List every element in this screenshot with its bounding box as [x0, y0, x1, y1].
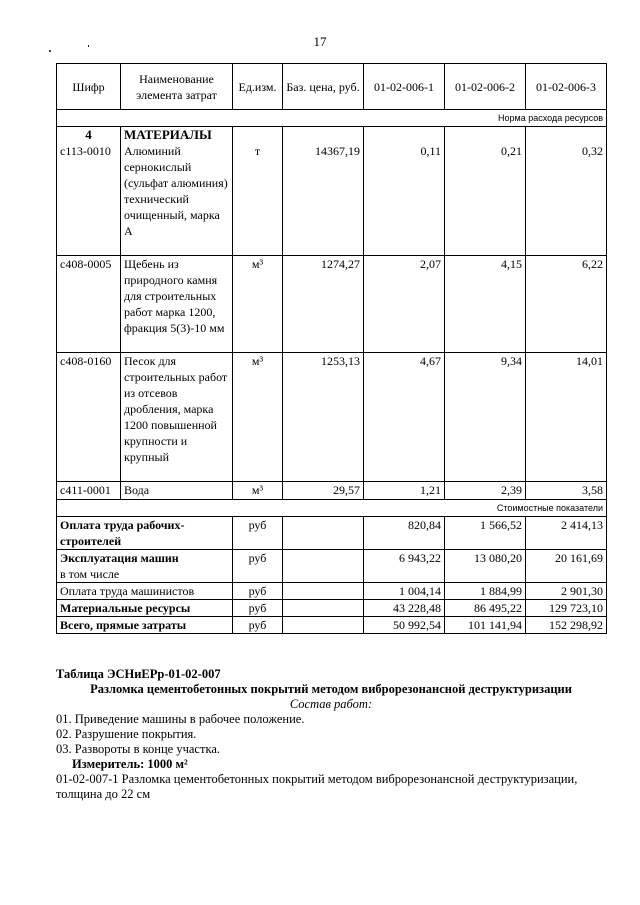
section-number: 4 [85, 127, 92, 142]
cost-row [57, 517, 607, 550]
cost-name-cell [57, 550, 233, 583]
material-name-cell [121, 127, 233, 256]
cost-label: Стоимостные показатели [57, 500, 607, 517]
material-name-cell [121, 256, 233, 353]
cost-price-empty [283, 550, 364, 583]
material-row [57, 127, 607, 256]
step-item: 01. Приведение машины в рабочее положение. [56, 712, 305, 726]
material-norm-2: 4,15 [445, 256, 526, 353]
cost-value-1: 50 992,54 [364, 617, 445, 634]
material-code: с411-0001 [60, 483, 111, 497]
material-unit: м³ [233, 256, 283, 353]
cost-name-cell [57, 517, 233, 550]
cost-value-3: 2 414,13 [526, 517, 607, 550]
material-code: с408-0005 [60, 257, 112, 271]
material-norm-1: 2,07 [364, 256, 445, 353]
material-norm-1: 1,21 [364, 482, 445, 500]
norm-label-row [57, 110, 607, 127]
material-name: Песок для строительных работ из отсевов дробления, марка 1200 повышенной крупности и крупный [124, 354, 228, 464]
cost-row [57, 600, 607, 617]
material-unit: м³ [233, 482, 283, 500]
header-col2: 01-02-006-2 [445, 64, 526, 110]
step-item: 02. Разрушение покрытия. [56, 727, 197, 741]
cost-value-2: 101 141,94 [445, 617, 526, 634]
meter-label: Измеритель: 1000 м² [72, 757, 188, 771]
cost-name-cell [57, 583, 233, 600]
composition-label: Состав работ: [289, 697, 373, 711]
material-norm-3: 3,58 [526, 482, 607, 500]
material-norm-3: 6,22 [526, 256, 607, 353]
table-title: Таблица ЭСНиЕРр-01-02-007 [56, 667, 221, 681]
cost-name: Материальные ресурсы [60, 601, 191, 615]
header-code: Шифр [57, 64, 121, 110]
material-code-cell [57, 127, 121, 256]
cost-label-row [57, 500, 607, 517]
header-row [57, 64, 607, 110]
cost-value-3: 20 161,69 [526, 550, 607, 583]
material-price: 1274,27 [283, 256, 364, 353]
material-norm-1: 0,11 [364, 127, 445, 256]
cost-value-2: 13 080,20 [445, 550, 526, 583]
cost-name-cell [57, 617, 233, 634]
cost-value-2: 1 884,99 [445, 583, 526, 600]
material-code-cell [57, 482, 121, 500]
cost-row [57, 583, 607, 600]
cost-price-empty [283, 517, 364, 550]
cost-value-2: 1 566,52 [445, 517, 526, 550]
item-description: 01-02-007-1 Разломка цементобетонных покрытий методом виброрезонансной деструктуризации, толщина до 22 см [56, 772, 578, 801]
cost-value-1: 6 943,22 [364, 550, 445, 583]
cost-name: Эксплуатация машин [60, 551, 179, 565]
resource-table-body [57, 64, 607, 634]
cost-value-1: 1 004,14 [364, 583, 445, 600]
material-name-cell [121, 482, 233, 500]
cost-unit: руб [233, 550, 283, 583]
material-price: 14367,19 [283, 127, 364, 256]
material-row [57, 353, 607, 482]
cost-value-3: 152 298,92 [526, 617, 607, 634]
header-col3: 01-02-006-3 [526, 64, 607, 110]
cost-name-cell [57, 600, 233, 617]
cost-unit: руб [233, 617, 283, 634]
section-title: МАТЕРИАЛЫ [124, 127, 212, 142]
cost-value-3: 129 723,10 [526, 600, 607, 617]
material-price: 29,57 [283, 482, 364, 500]
header-price: Баз. цена, руб. [283, 64, 364, 110]
cost-name: Оплата труда машинистов [60, 584, 195, 598]
cost-row [57, 550, 607, 583]
section-heading: Разломка цементобетонных покрытий методом виброрезонансной деструктуризации [90, 682, 572, 696]
norm-label: Норма расхода ресурсов [57, 110, 607, 127]
cost-unit: руб [233, 517, 283, 550]
cost-value-1: 820,84 [364, 517, 445, 550]
cost-value-3: 2 901,30 [526, 583, 607, 600]
cost-unit: руб [233, 600, 283, 617]
material-name: Вода [124, 483, 150, 497]
material-unit: м³ [233, 353, 283, 482]
material-code-cell [57, 353, 121, 482]
material-norm-2: 0,21 [445, 127, 526, 256]
material-code: с113-0010 [60, 144, 111, 158]
cost-price-empty [283, 583, 364, 600]
material-norm-3: 0,32 [526, 127, 607, 256]
cost-unit: руб [233, 583, 283, 600]
scan-speck [88, 45, 89, 47]
material-norm-2: 9,34 [445, 353, 526, 482]
cost-price-empty [283, 600, 364, 617]
material-code: с408-0160 [60, 354, 112, 368]
material-norm-2: 2,39 [445, 482, 526, 500]
cost-price-empty [283, 617, 364, 634]
header-name: Наименование элемента затрат [121, 64, 233, 110]
step-item: 03. Развороты в конце участка. [56, 742, 220, 756]
material-unit: т [233, 127, 283, 256]
material-name: Алюминий сернокислый (сульфат алюминия) технический очищенный, марка А [124, 144, 228, 238]
cost-name: Всего, прямые затраты [60, 618, 187, 632]
page-number: 17 [313, 34, 327, 49]
cost-value-1: 43 228,48 [364, 600, 445, 617]
material-name: Щебень из природного камня для строительных работ марка 1200, фракция 5(3)-10 мм [124, 257, 225, 335]
material-row [57, 256, 607, 353]
material-norm-3: 14,01 [526, 353, 607, 482]
material-name-cell [121, 353, 233, 482]
cost-name: Оплата труда рабочих-строителей [60, 518, 185, 548]
material-norm-1: 4,67 [364, 353, 445, 482]
material-price: 1253,13 [283, 353, 364, 482]
cost-subnote: в том числе [60, 567, 120, 581]
cost-value-2: 86 495,22 [445, 600, 526, 617]
header-col1: 01-02-006-1 [364, 64, 445, 110]
cost-row [57, 617, 607, 634]
material-row [57, 482, 607, 500]
resource-table [56, 63, 607, 634]
material-code-cell [57, 256, 121, 353]
header-unit: Ед.изм. [233, 64, 283, 110]
scan-speck [49, 50, 51, 52]
